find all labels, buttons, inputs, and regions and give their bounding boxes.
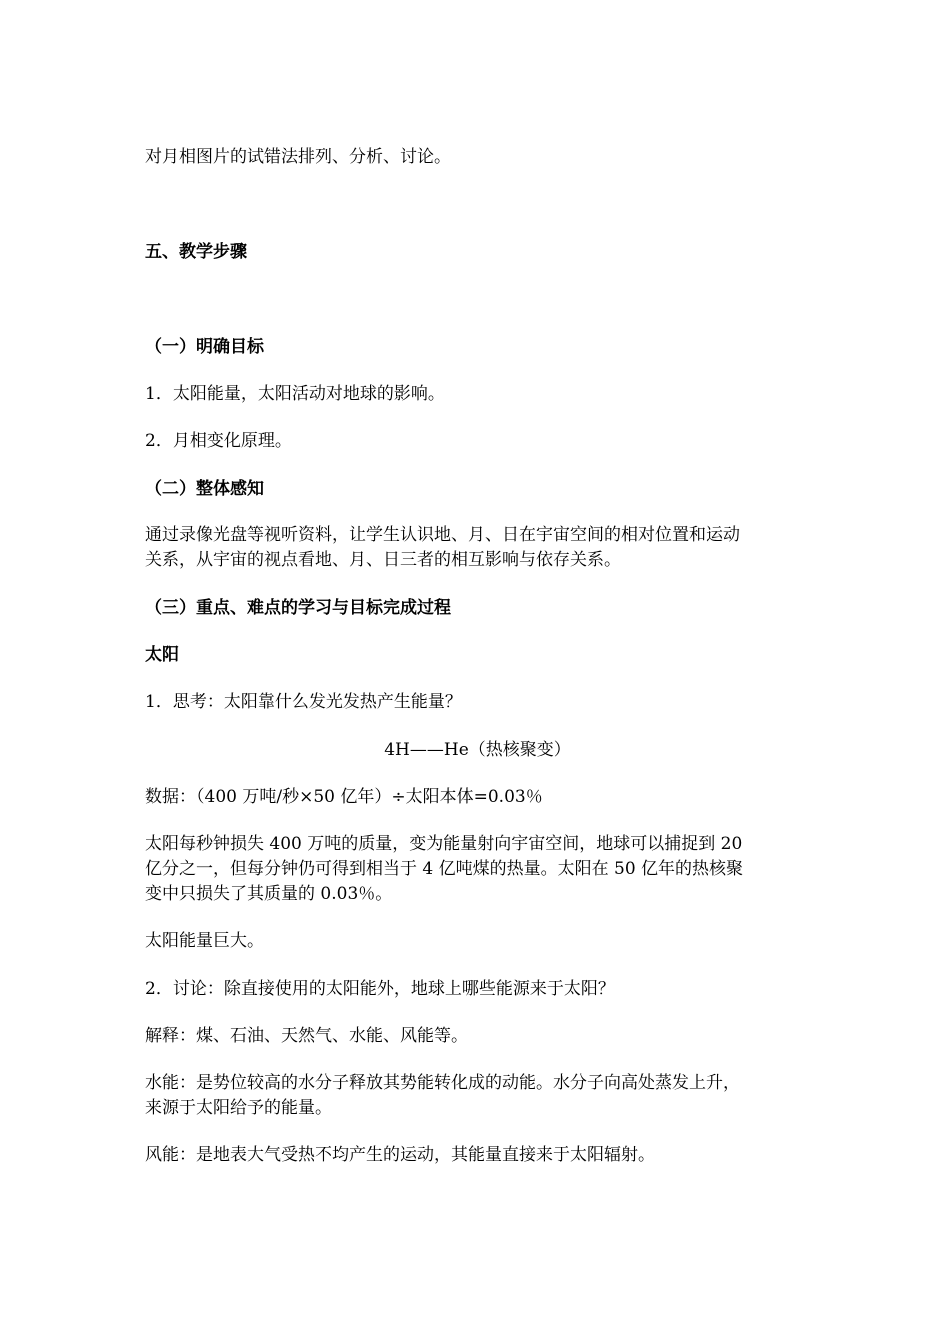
explain-line: 解释：煤、石油、天然气、水能、风能等。 [145, 1026, 468, 1046]
loss-line-1: 太阳每秒钟损失 400 万吨的质量，变为能量射向宇宙空间，地球可以捕捉到 20 [145, 834, 743, 854]
think-line: 1．思考：太阳靠什么发光发热产生能量？ [145, 692, 462, 712]
loss-line-2: 亿分之一，但每分钟仍可得到相当于 4 亿吨煤的热量。太阳在 50 亿年的热核聚 [145, 859, 744, 879]
discuss-line: 2．讨论：除直接使用的太阳能外，地球上哪些能源来于太阳？ [145, 979, 615, 999]
section-heading: 五、教学步骤 [145, 242, 247, 262]
sub3-heading: （三）重点、难点的学习与目标完成过程 [145, 598, 451, 618]
water-line-2: 来源于太阳给予的能量。 [145, 1098, 332, 1118]
perception-line-1: 通过录像光盘等视听资料，让学生认识地、月、日在宇宙空间的相对位置和运动 [145, 525, 740, 545]
sub2-heading: （二）整体感知 [145, 479, 264, 499]
formula-line: 4H——He（热核聚变） [384, 740, 571, 760]
wind-line: 风能：是地表大气受热不均产生的运动，其能量直接来于太阳辐射。 [145, 1145, 655, 1165]
data-line: 数据：（400 万吨/秒×50 亿年）÷太阳本体=0.03％ [145, 787, 543, 807]
goal-2: 2．月相变化原理。 [145, 431, 292, 451]
intro-line: 对月相图片的试错法排列、分析、讨论。 [145, 147, 451, 167]
sub1-heading: （一）明确目标 [145, 337, 264, 357]
perception-line-2: 关系，从宇宙的视点看地、月、日三者的相互影响与依存关系。 [145, 550, 621, 570]
goal-1: 1．太阳能量，太阳活动对地球的影响。 [145, 384, 445, 404]
topic-heading: 太阳 [145, 645, 179, 665]
water-line-1: 水能：是势位较高的水分子释放其势能转化成的动能。水分子向高处蒸发上升， [145, 1073, 740, 1093]
loss-line-3: 变中只损失了其质量的 0.03％。 [145, 884, 393, 904]
huge-line: 太阳能量巨大。 [145, 931, 264, 951]
